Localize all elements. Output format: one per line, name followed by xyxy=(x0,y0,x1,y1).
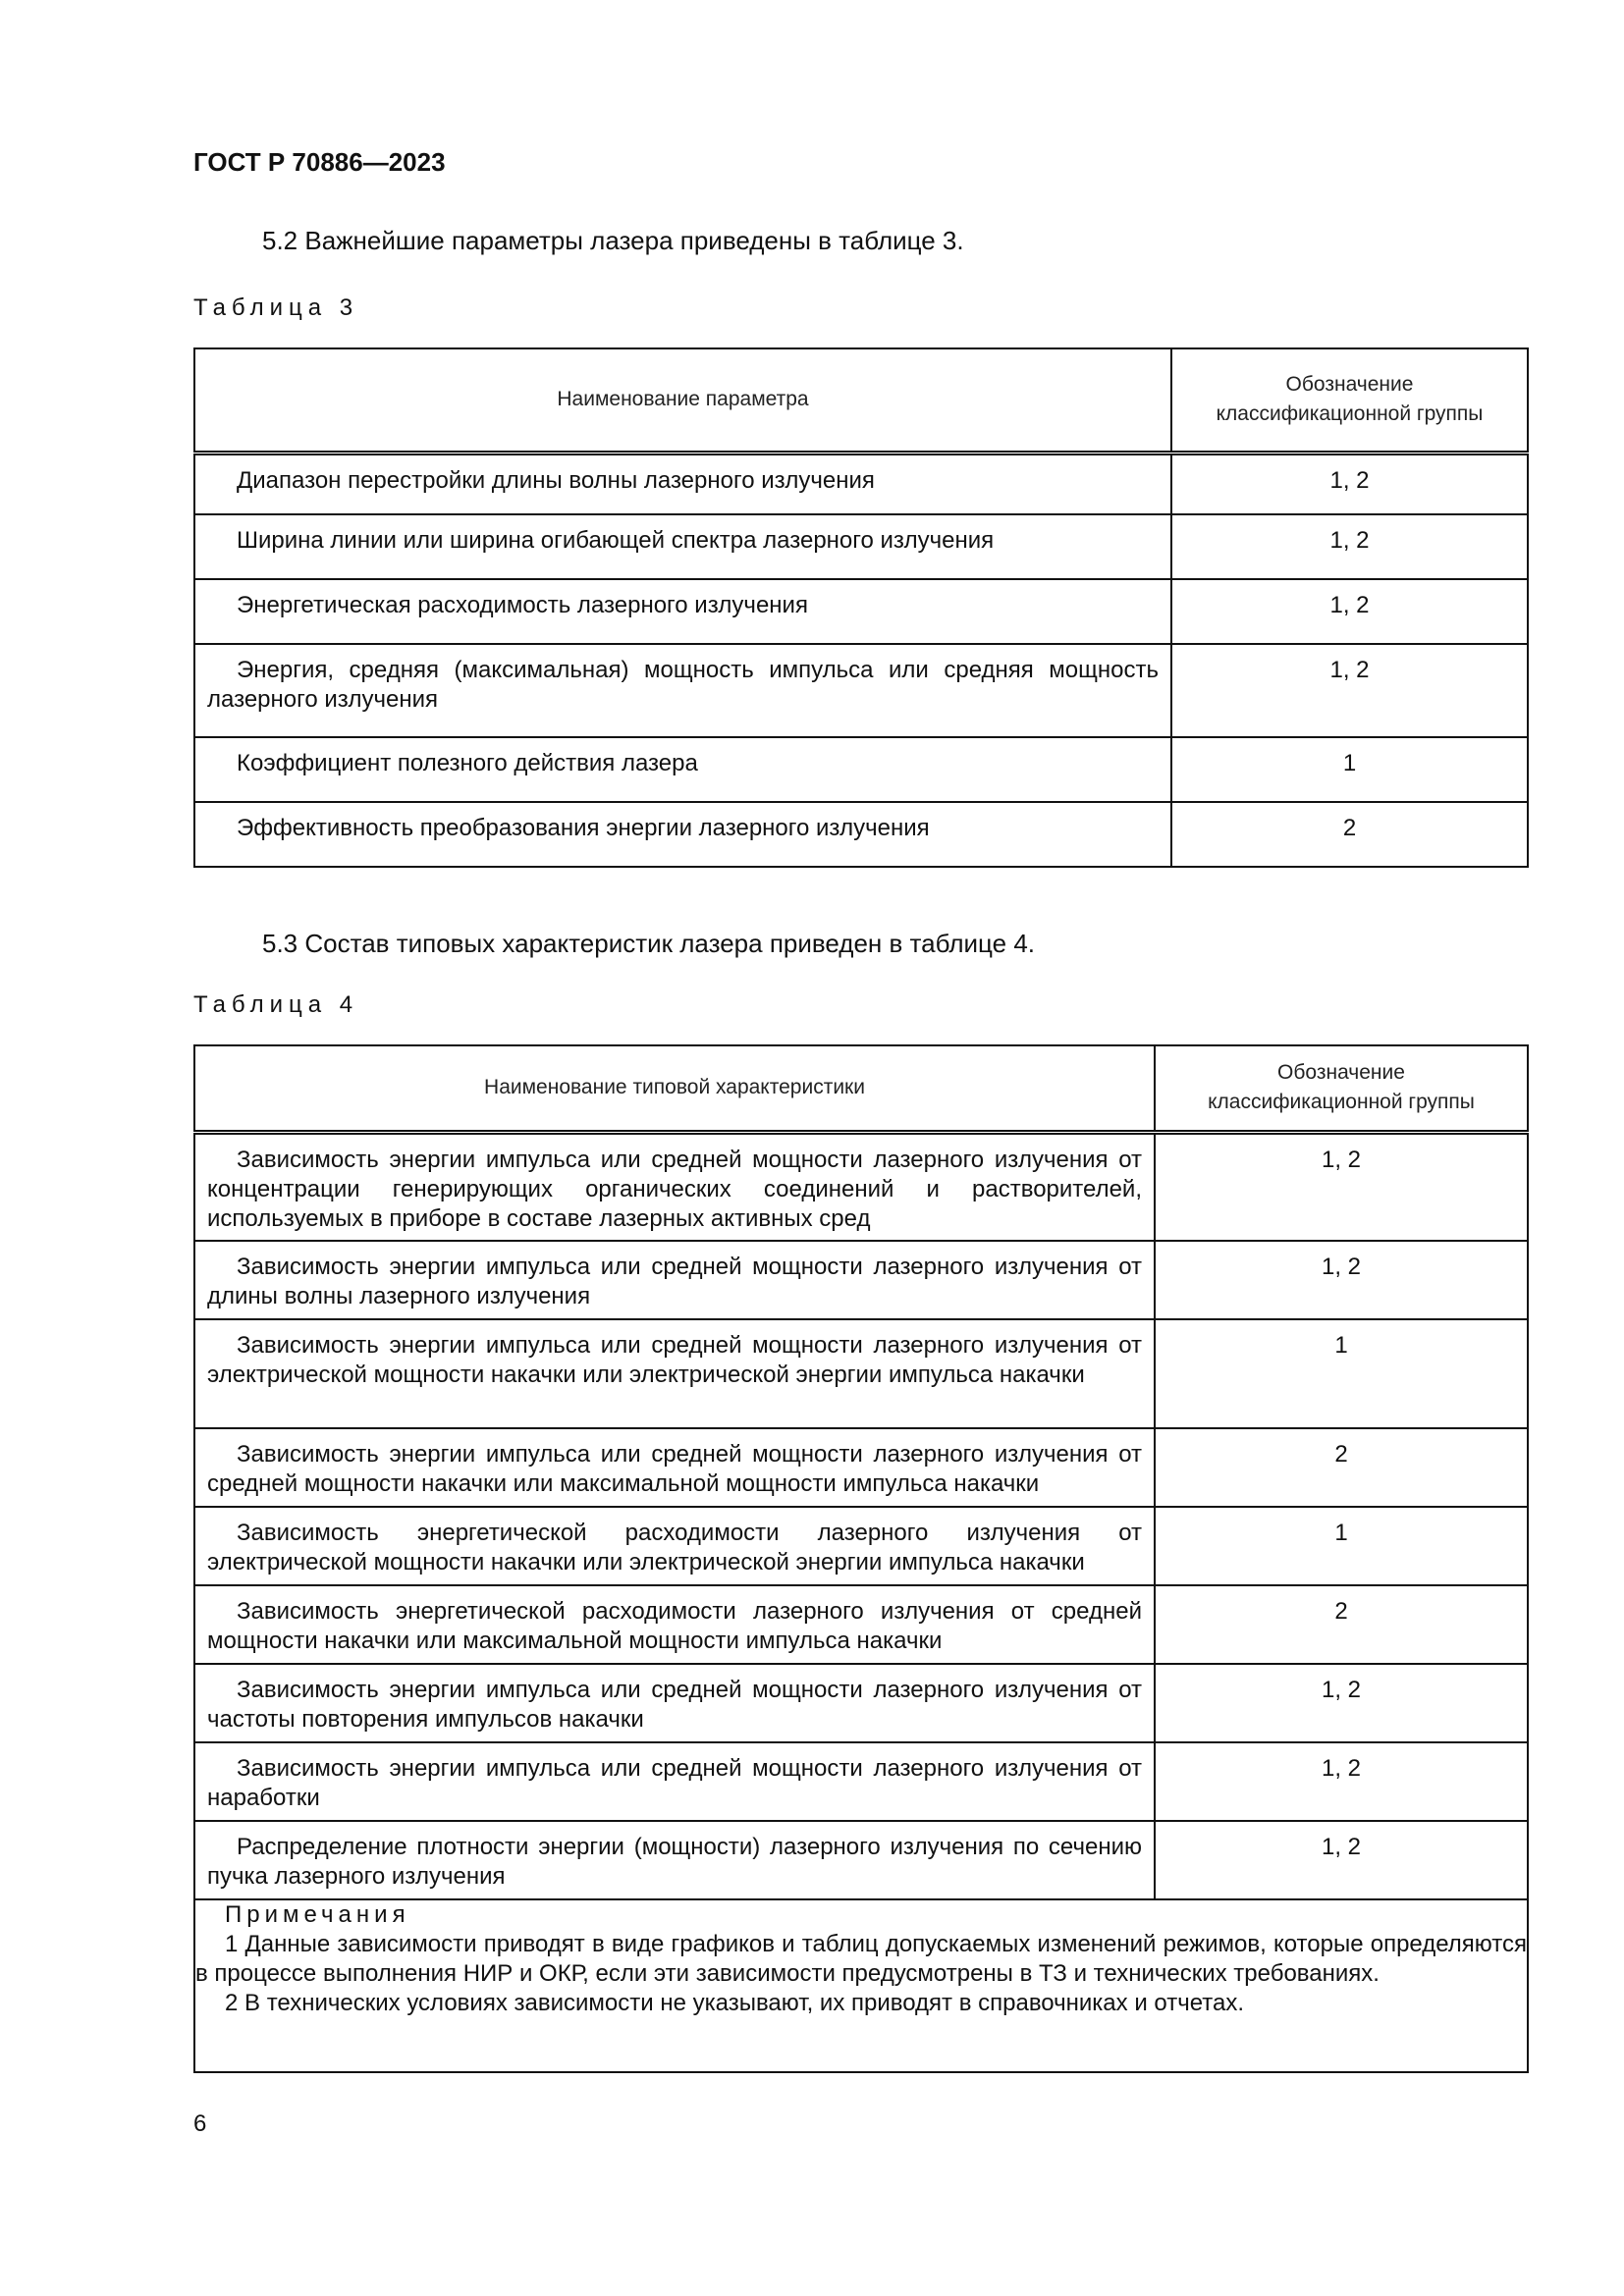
row-group: 1 xyxy=(1171,737,1528,802)
table-row xyxy=(194,1821,1528,1899)
table-row xyxy=(194,737,1528,802)
table-row xyxy=(194,579,1528,644)
table-row xyxy=(194,1132,1528,1241)
row-name: Зависимость энергии импульса или средней мощности лазерного излучения от концентрации генерирующих органических соединений и растворителей, используемых в приборе в составе лазерных активных сред xyxy=(207,1146,1142,1232)
table-row xyxy=(194,514,1528,579)
row-group: 2 xyxy=(1171,802,1528,867)
table-3 xyxy=(193,347,1529,868)
row-name: Диапазон перестройки длины волны лазерного излучения xyxy=(237,466,875,494)
row-group: 1, 2 xyxy=(1155,1132,1528,1241)
table-row xyxy=(194,1428,1528,1507)
notes-title: Примечания xyxy=(225,1901,410,1928)
table-4 xyxy=(193,1044,1529,2073)
table-4-header-name: Наименование типовой характеристики xyxy=(194,1045,1155,1132)
row-group: 2 xyxy=(1155,1428,1528,1507)
note-1: 1 Данные зависимости приводят в виде графиков и таблиц допускаемых изменений режимов, которые определяются в процессе выполнения НИР и ОКР, если эти зависимости предусмотрены в ТЗ и технических требованиях. xyxy=(195,1931,1527,1987)
table-3-header-row xyxy=(194,348,1528,453)
table-row xyxy=(194,1664,1528,1742)
table-4-header-row xyxy=(194,1045,1528,1132)
row-group: 1 xyxy=(1155,1319,1528,1428)
table-4-notes xyxy=(194,1899,1528,2072)
row-name: Зависимость энергии импульса или средней мощности лазерного излучения от наработки xyxy=(207,1755,1142,1811)
table-row xyxy=(194,644,1528,737)
table-row xyxy=(194,1319,1528,1428)
row-name: Зависимость энергии импульса или средней мощности лазерного излучения от средней мощности накачки или максимальной мощности импульса накачки xyxy=(207,1441,1142,1497)
row-name: Ширина линии или ширина огибающей спектра лазерного излучения xyxy=(237,527,995,554)
row-name: Распределение плотности энергии (мощности) лазерного излучения по сечению пучка лазерного излучения xyxy=(207,1834,1142,1890)
row-name: Энергетическая расходимость лазерного излучения xyxy=(237,592,808,618)
table-4-header-group: Обозначение классификационной группы xyxy=(1155,1045,1528,1132)
table-row xyxy=(194,1507,1528,1585)
section-5-2: 5.2 Важнейшие параметры лазера приведены в таблице 3. xyxy=(262,226,964,255)
row-name: Зависимость энергетической расходимости лазерного излучения от электрической мощности накачки или электрической энергии импульса накачки xyxy=(207,1520,1142,1575)
row-group: 1, 2 xyxy=(1171,644,1528,737)
row-group: 1, 2 xyxy=(1155,1241,1528,1319)
row-name: Зависимость энергии импульса или средней мощности лазерного излучения от частоты повторения импульсов накачки xyxy=(207,1677,1142,1733)
row-group: 1, 2 xyxy=(1171,579,1528,644)
page-number: 6 xyxy=(193,2110,207,2137)
table-3-header-group: Обозначение классификационной группы xyxy=(1171,348,1528,453)
row-name: Коэффициент полезного действия лазера xyxy=(237,750,698,776)
row-group: 2 xyxy=(1155,1585,1528,1664)
row-group: 1, 2 xyxy=(1155,1821,1528,1899)
table-row xyxy=(194,1585,1528,1664)
table-4-notes-row xyxy=(194,1899,1528,2072)
row-name: Энергия, средняя (максимальная) мощность импульса или средняя мощность лазерного излучения xyxy=(207,657,1159,713)
row-group: 1, 2 xyxy=(1171,514,1528,579)
document-code: ГОСТ Р 70886—2023 xyxy=(193,147,446,177)
row-name: Зависимость энергии импульса или средней мощности лазерного излучения от электрической мощности накачки или электрической энергии импульса накачки xyxy=(207,1332,1142,1388)
note-2: 2 В технических условиях зависимости не указывают, их приводят в справочниках и отчетах. xyxy=(225,1990,1244,2016)
table-row xyxy=(194,1742,1528,1821)
row-name: Зависимость энергии импульса или средней мощности лазерного излучения от длины волны лазерного излучения xyxy=(207,1254,1142,1309)
row-name: Эффективность преобразования энергии лазерного излучения xyxy=(237,815,930,841)
row-group: 1, 2 xyxy=(1171,453,1528,514)
table-row xyxy=(194,802,1528,867)
table-row xyxy=(194,453,1528,514)
row-group: 1 xyxy=(1155,1507,1528,1585)
section-5-3: 5.3 Состав типовых характеристик лазера приведен в таблице 4. xyxy=(262,929,1036,958)
table-3-label: Таблица 3 xyxy=(193,294,359,321)
table-4-label: Таблица 4 xyxy=(193,991,359,1018)
row-group: 1, 2 xyxy=(1155,1664,1528,1742)
row-group: 1, 2 xyxy=(1155,1742,1528,1821)
table-3-header-name: Наименование параметра xyxy=(194,348,1171,453)
table-row xyxy=(194,1241,1528,1319)
row-name: Зависимость энергетической расходимости лазерного излучения от средней мощности накачки или максимальной мощности импульса накачки xyxy=(207,1598,1142,1654)
